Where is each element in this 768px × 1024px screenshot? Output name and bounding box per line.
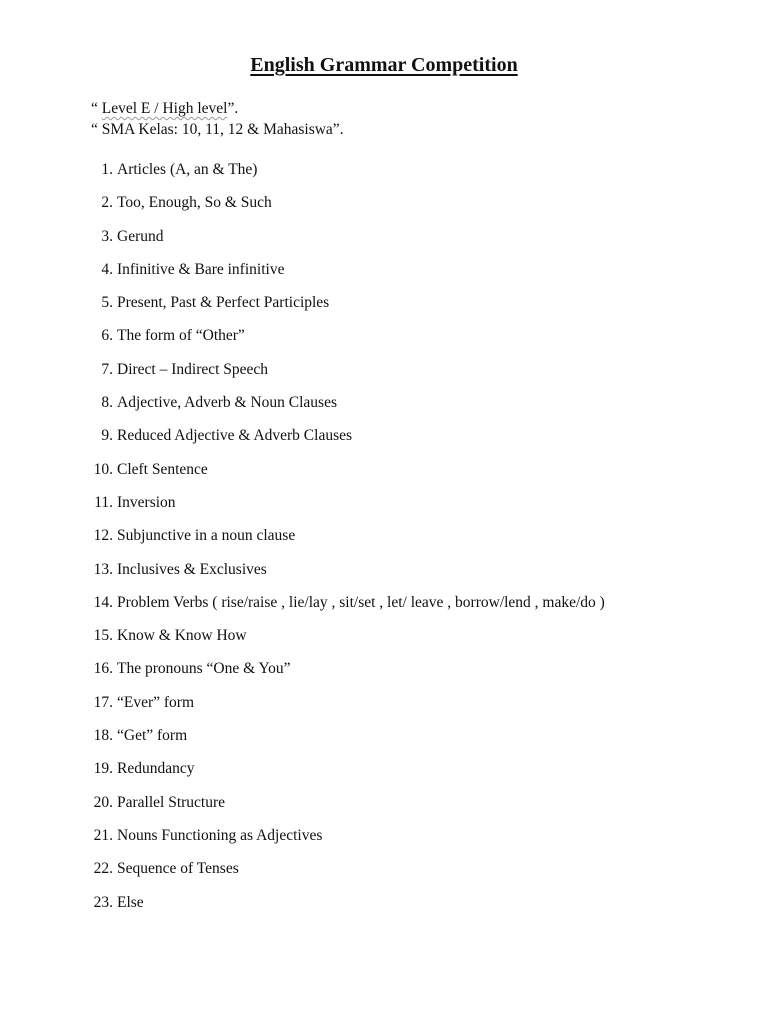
topic-text: Reduced Adjective & Adverb Clauses xyxy=(117,427,353,445)
topic-number: 15. xyxy=(93,627,113,645)
topic-text: Gerund xyxy=(117,227,164,245)
list-item xyxy=(0,726,768,759)
topic-number: 9. xyxy=(101,427,113,445)
topic-text: Articles (A, an & The) xyxy=(117,161,258,178)
topic-number: 18. xyxy=(93,727,113,745)
level-suffix: ”. xyxy=(227,100,239,117)
topic-text: Parallel Structure xyxy=(117,793,226,811)
topic-number: 22. xyxy=(93,860,113,878)
topic-number: 19. xyxy=(93,760,113,778)
topic-text: “Ever” form xyxy=(117,693,195,711)
topic-number: 3. xyxy=(101,227,113,245)
topic-number: 20. xyxy=(93,793,113,811)
topic-number: 21. xyxy=(93,826,113,844)
topic-number: 7. xyxy=(101,360,113,378)
list-item xyxy=(0,593,768,626)
list-item xyxy=(0,193,768,226)
list-item xyxy=(0,227,768,260)
list-item xyxy=(0,759,768,792)
list-item xyxy=(0,659,768,692)
topic-number: 16. xyxy=(93,660,113,678)
topic-text: Know & Know How xyxy=(117,627,247,645)
topic-text: Present, Past & Perfect Participles xyxy=(117,294,330,312)
list-item xyxy=(0,460,768,493)
topic-text: Nouns Functioning as Adjectives xyxy=(117,826,323,844)
list-item xyxy=(0,326,768,359)
topic-text: Adjective, Adverb & Noun Clauses xyxy=(117,394,337,412)
class-line: “ SMA Kelas: 10, 11, 12 & Mahasiswa”. xyxy=(91,121,344,138)
topic-number: 10. xyxy=(93,460,113,478)
topic-text: Infinitive & Bare infinitive xyxy=(117,260,285,278)
document-title: English Grammar Competition xyxy=(250,54,518,76)
topic-number: 4. xyxy=(101,260,113,278)
topic-text: The pronouns “One & You” xyxy=(117,660,291,678)
list-item xyxy=(0,260,768,293)
topic-text: Subjunctive in a noun clause xyxy=(117,527,296,545)
list-item xyxy=(0,826,768,859)
topic-number: 1. xyxy=(101,161,113,178)
level-prefix: “ xyxy=(91,100,102,117)
list-item xyxy=(0,626,768,659)
level-text: Level E / High level xyxy=(101,100,228,117)
list-item xyxy=(0,426,768,459)
list-item xyxy=(0,859,768,892)
topic-number: 13. xyxy=(93,560,113,578)
list-item xyxy=(0,793,768,826)
topic-number: 17. xyxy=(93,693,113,711)
list-item xyxy=(0,526,768,559)
topic-number: 8. xyxy=(101,394,113,412)
topic-text: Redundancy xyxy=(117,760,195,778)
level-line xyxy=(91,100,238,118)
topic-text: “Get” form xyxy=(117,727,188,745)
list-item xyxy=(0,560,768,593)
list-item xyxy=(0,293,768,326)
topic-text: Else xyxy=(117,893,144,911)
list-item xyxy=(0,160,768,193)
list-item xyxy=(0,393,768,426)
topic-text: Direct – Indirect Speech xyxy=(117,360,269,378)
topic-number: 12. xyxy=(93,527,113,545)
topic-text: The form of “Other” xyxy=(117,327,245,345)
topic-text: Inclusives & Exclusives xyxy=(117,560,267,578)
topic-text: Cleft Sentence xyxy=(117,460,208,478)
topic-number: 2. xyxy=(101,194,113,212)
topic-list xyxy=(0,160,768,926)
list-item xyxy=(0,360,768,393)
list-item xyxy=(0,493,768,526)
list-item xyxy=(0,693,768,726)
topic-number: 6. xyxy=(101,327,113,345)
topic-text: Sequence of Tenses xyxy=(117,860,239,878)
topic-text: Inversion xyxy=(117,493,176,511)
list-item xyxy=(0,893,768,926)
topic-text: Too, Enough, So & Such xyxy=(117,194,272,212)
topic-number: 23. xyxy=(93,893,113,911)
topic-number: 5. xyxy=(101,294,113,312)
topic-text: Problem Verbs ( rise/raise , lie/lay , sit/set , let/ leave , borrow/lend , make/do ) xyxy=(117,593,605,611)
topic-number: 11. xyxy=(94,493,113,511)
topic-number: 14. xyxy=(93,593,113,611)
